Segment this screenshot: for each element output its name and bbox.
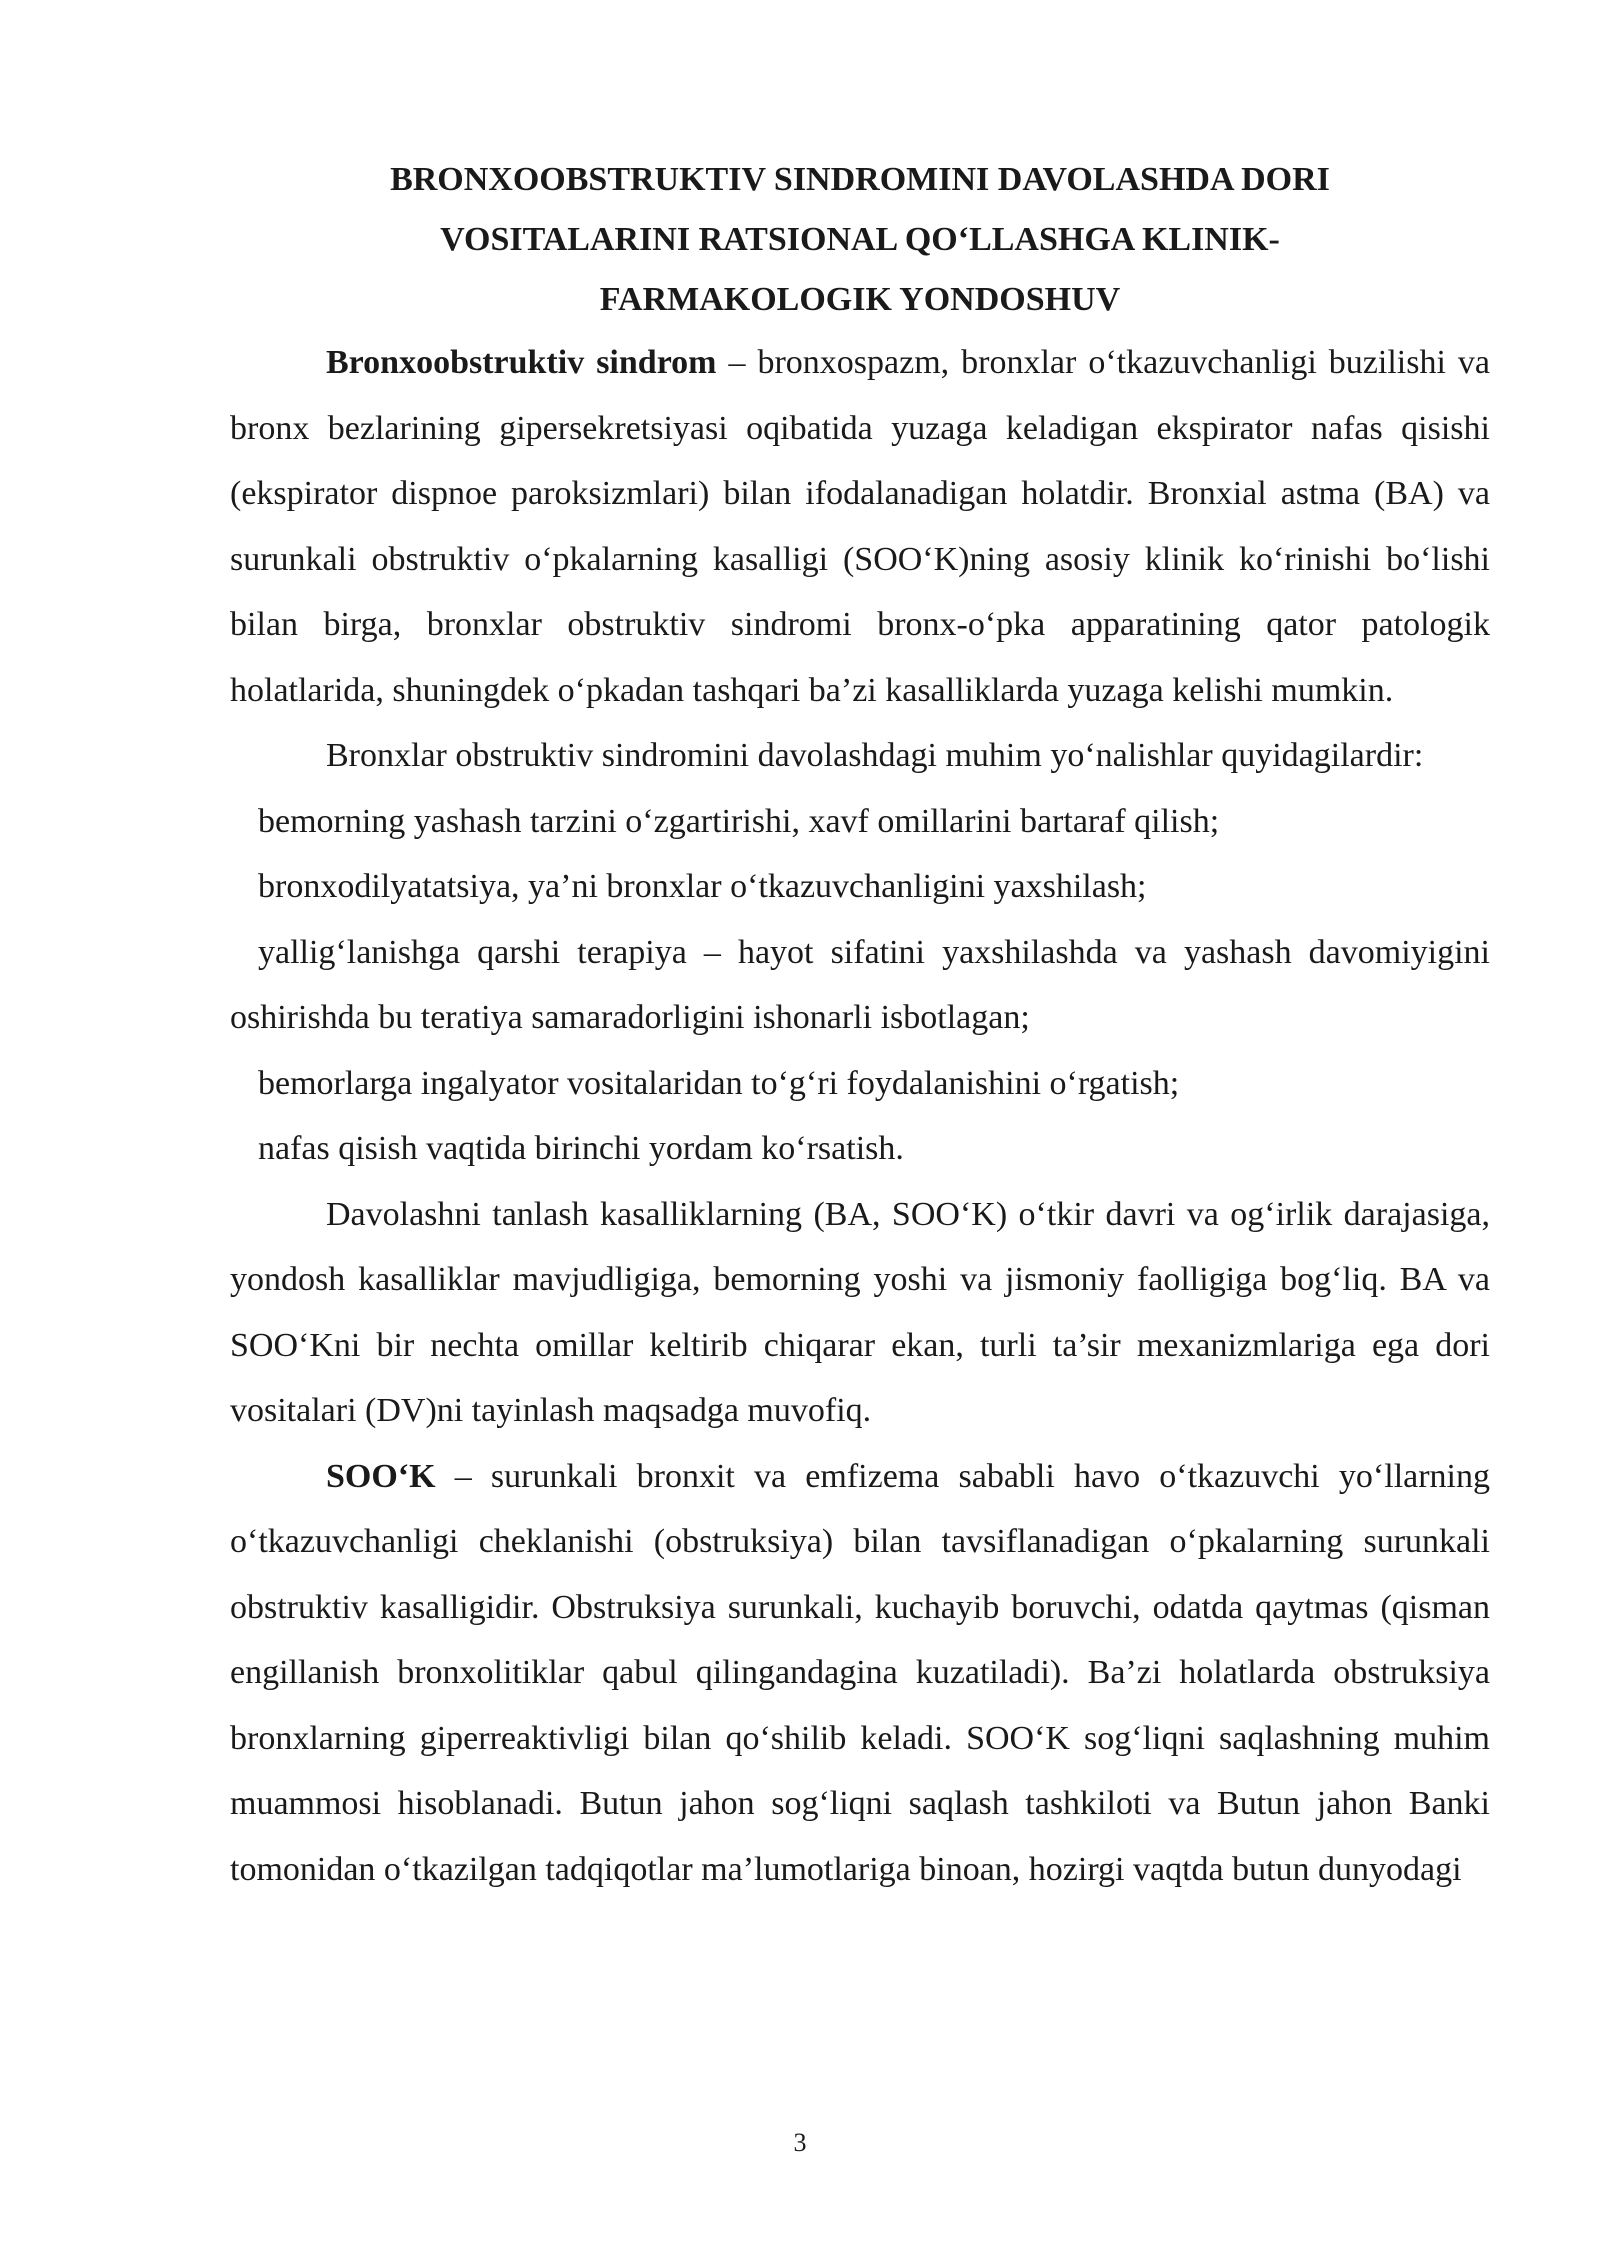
paragraph-sook [230, 1444, 1490, 1903]
list-item-text: bemorning yashash tarzini o‘zgartirishi, xavf omillarini bartaraf qilish; [258, 802, 1220, 840]
term-sook: SOO‘K [326, 1457, 436, 1495]
page-number: 3 [793, 2128, 807, 2157]
list-item [230, 1051, 1490, 1117]
paragraph-treatment: Davolashni tanlash kasalliklarning (BA, SOO‘K) o‘tkir davri va og‘irlik darajasiga, yondosh kasalliklar mavjudligiga, bemorning yoshi va jismoniy faolligiga bog‘liq. BA va SOO‘Kni bir nechta omillar keltirib chiqarar ekan, turli ta’sir mexanizmlariga ega dori vositalari (DV)ni tayinlash maqsadga muvofiq. [230, 1195, 1490, 1429]
title-line-1: BRONXOOBSTRUKTIV SINDROMINI DAVOLASHDA DORI [390, 161, 1330, 198]
list-item-text: nafas qisish vaqtida birinchi yordam ko‘rsatish. [258, 1130, 904, 1167]
paragraph-definition [230, 330, 1490, 723]
list-item [230, 789, 1490, 855]
list-item [230, 920, 1490, 1051]
paragraph-definition-text: – bronxospazm, bronxlar o‘tkazuvchanligi buzilishi va bronx bezlarining gipersekretsiyasi oqibatida yuzaga keladigan ekspirator nafas qisishi (ekspirator dispnoe paroksizmlari) bilan ifodalanadigan holatdir. Bronxial astma (BA) va surunkali obstruktiv o‘pkalarning kasalligi (SOO‘K)ning asosiy klinik ko‘rinishi bo‘lishi bilan birga, bronxlar obstruktiv sindromi bronx-o‘pka apparatining qator patologik holatlarida, shuningdek o‘pkadan tashqari ba’zi kasalliklarda yuzaga kelishi mumkin. [230, 344, 1490, 709]
list-item-text: bronxodilyatatsiya, ya’ni bronxlar o‘tkazuvchanligini yaxshilash; [258, 868, 1147, 905]
paragraph-sook-text: – surunkali bronxit va emfizema sababli havo o‘tkazuvchi yo‘llarning o‘tkazuvchanligi cheklanishi (obstruksiya) bilan tavsiflanadigan o‘pkalarning surunkali obstruktiv kasalligidir. Obstruksiya surunkali, kuchayib boruvchi, odatda qaytmas (qisman engillanish bronxolitiklar qabul qilingandagina kuzatiladi). Ba’zi holatlarda obstruksiya bronxlarning giperreaktivligi bilan qo‘shilib keladi. SOO‘K sog‘liqni saqlashning muhim muammosi hisoblanadi. Butun jahon sog‘liqni saqlash tashkiloti va Butun jahon Banki tomonidan o‘tkazilgan tadqiqotlar ma’lumotlariga binoan, hozirgi vaqtda butun dunyodagi [230, 1457, 1490, 1888]
title-line-3: FARMAKOLOGIK YONDOSHUV [599, 281, 1121, 318]
term-bronxoobstruktiv: Bronxoobstruktiv sindrom [326, 344, 717, 381]
document-title [230, 150, 1490, 330]
list-item-text: bemorlarga ingalyator vositalaridan to‘g‘ri foydalanishini o‘rgatish; [258, 1064, 1180, 1102]
title-line-2: VOSITALARINI RATSIONAL QO‘LLASHGA KLINIK- [440, 221, 1280, 258]
document-page [230, 150, 1490, 1902]
list-item [230, 854, 1490, 920]
list-item [230, 1116, 1490, 1182]
list-item-text: yallig‘lanishga qarshi terapiya – hayot sifatini yaxshilashda va yashash davomiyigini oshirishda bu teratiya samaradorligini ishonarli isbotlagan; [230, 933, 1490, 1036]
paragraph-directions: Bronxlar obstruktiv sindromini davolashdagi muhim yo‘nalishlar quyidagilardir: [326, 737, 1424, 774]
bullet-list [230, 789, 1490, 1182]
